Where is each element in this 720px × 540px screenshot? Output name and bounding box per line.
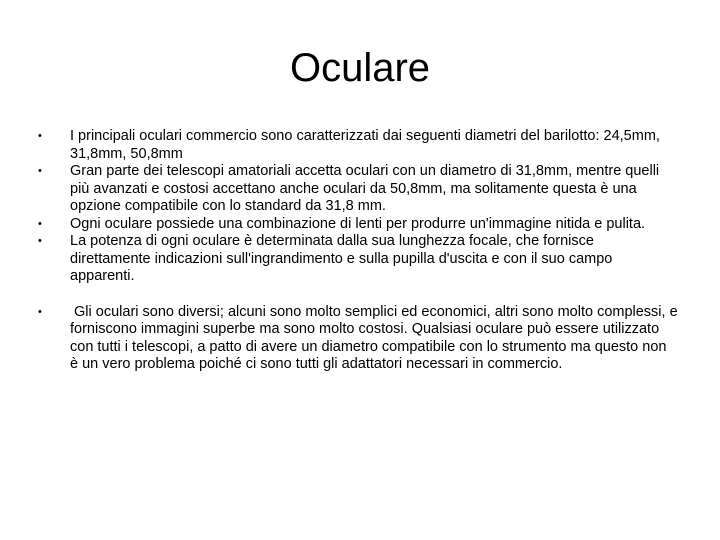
bullet-dot: • [38, 305, 42, 318]
bullet-text: La potenza di ogni oculare è determinata dalla sua lunghezza focale, che fornisce direttamente indicazioni sull'ingrandimento e sulla pupilla d'uscita e con il suo campo apparenti. [70, 233, 617, 284]
bullet-text: Gli oculari sono diversi; alcuni sono molto semplici ed economici, altri sono molto complessi, e forniscono immagini superbe ma sono molto costosi. Qualsiasi oculare può essere utilizzato con tutti i telescopi, a patto di avere un diametro compatibile con lo strumento ma questo non è un vero problema poiché ci sono tutti gli adattatori necessari in commercio. [70, 303, 682, 372]
slide-title: Oculare [289, 46, 431, 90]
bullet-text: Gran parte dei telescopi amatoriali accetta oculari con un diametro di 31,8mm, mentre quelli più avanzati e costosi accettano anche oculari da 50,8mm, ma solitamente questa è una opzione compatibile con lo standard da 31,8 mm. [70, 163, 664, 214]
bullet-list [38, 128, 682, 374]
bullet-dot: • [38, 235, 42, 247]
bullet-item-5 [38, 303, 682, 374]
bullet-item-1 [38, 128, 678, 163]
bullet-item-3 [38, 216, 678, 234]
bullet-dot: • [38, 165, 42, 177]
bullet-item-4 [38, 233, 678, 286]
bullet-text: Ogni oculare possiede una combinazione di lenti per produrre un'immagine nitida e pulita. [70, 215, 646, 232]
bullet-dot: • [38, 217, 42, 230]
bullet-dot: • [38, 130, 42, 142]
bullet-item-2 [38, 163, 678, 216]
bullet-text: I principali oculari commercio sono caratterizzati dai seguenti diametri del barilotto: 24,5mm, 31,8mm, 50,8mm [70, 128, 664, 162]
